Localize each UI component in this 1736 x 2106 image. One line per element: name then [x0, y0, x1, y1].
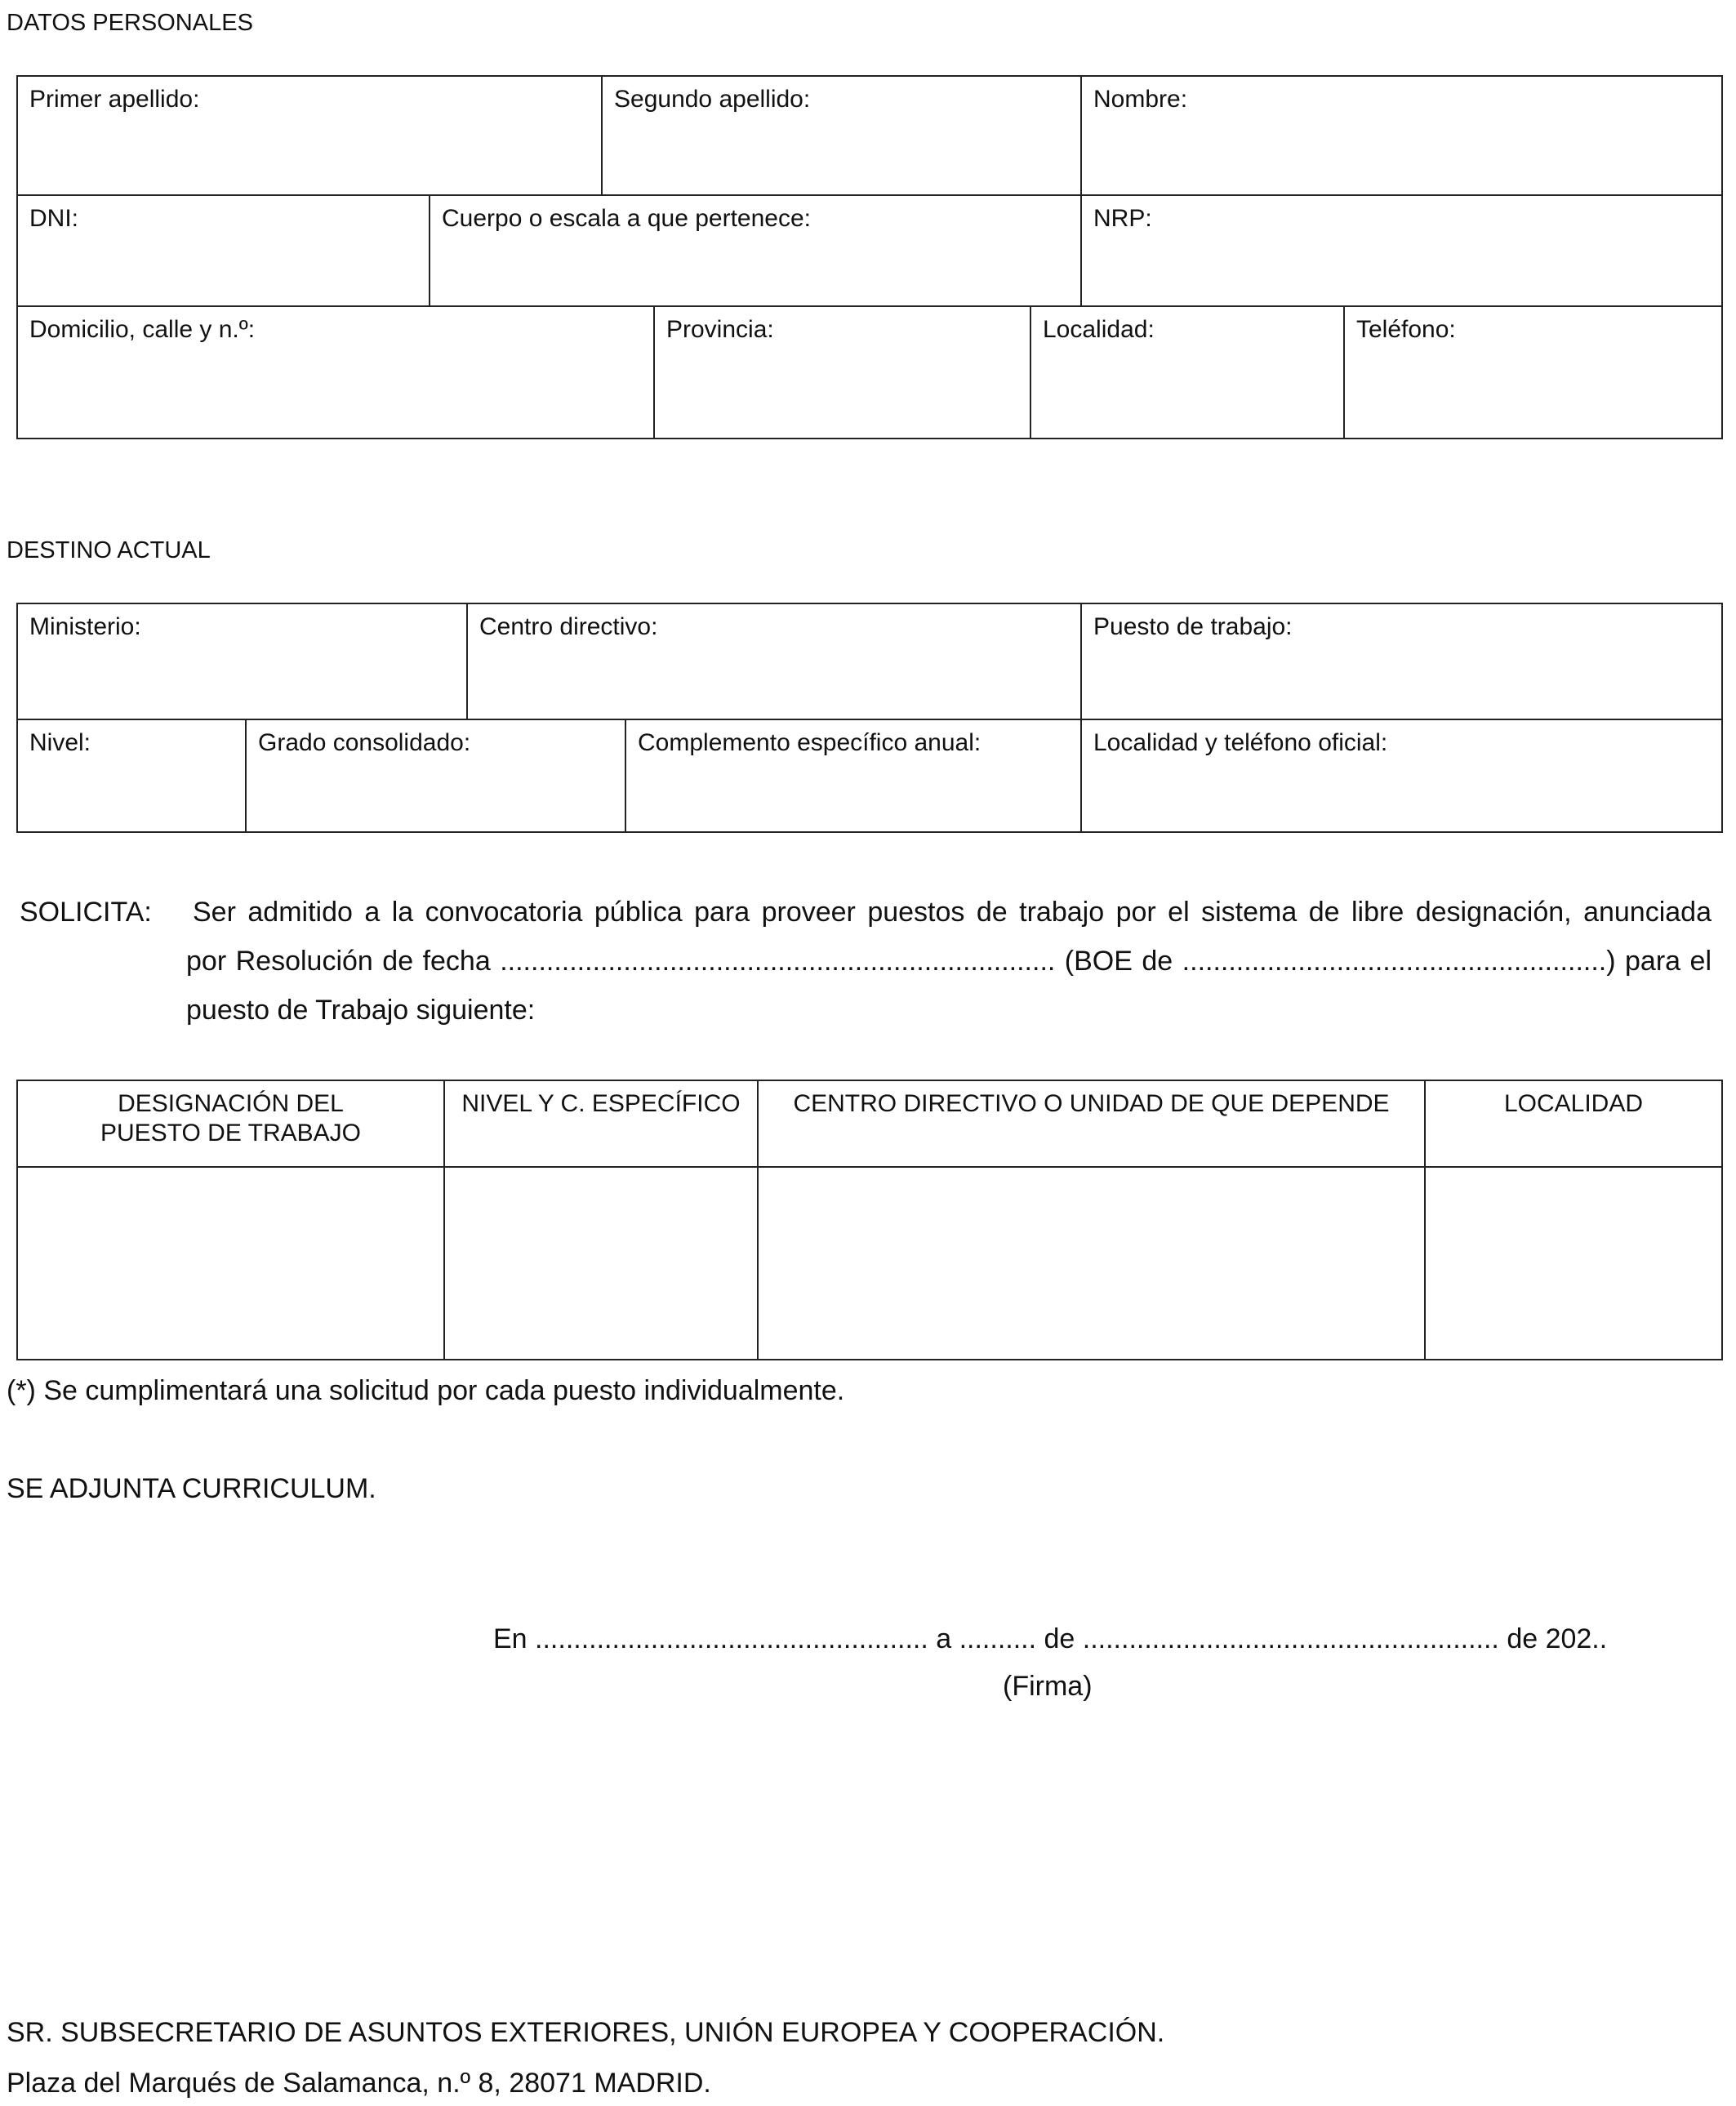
nivel-field[interactable] [16, 719, 247, 833]
primer-apellido-field[interactable] [16, 75, 603, 196]
cuerpo-escala-label: Cuerpo o escala a que pertenece: [442, 205, 811, 232]
designacion-input-cell[interactable] [16, 1166, 445, 1360]
datos-personales-title: DATOS PERSONALES [7, 10, 253, 36]
nombre-label: Nombre: [1093, 86, 1188, 113]
provincia-field[interactable] [653, 305, 1031, 439]
domicilio-label: Domicilio, calle y n.º: [29, 316, 256, 343]
header-nivel-especifico: NIVEL Y C. ESPECÍFICO [443, 1080, 759, 1168]
grado-consolidado-field[interactable] [245, 719, 626, 833]
dni-field[interactable] [16, 194, 430, 307]
telefono-field[interactable] [1343, 305, 1723, 439]
centro-directivo-field[interactable] [466, 603, 1082, 720]
cuerpo-escala-field[interactable] [429, 194, 1082, 307]
localidad-telefono-oficial-label: Localidad y teléfono oficial: [1093, 729, 1388, 756]
destino-actual-title: DESTINO ACTUAL [7, 537, 211, 563]
localidad-label: Localidad: [1043, 316, 1155, 343]
centro-directivo-label: Centro directivo: [479, 613, 658, 640]
header-localidad: LOCALIDAD [1424, 1080, 1723, 1168]
grado-consolidado-label: Grado consolidado: [258, 729, 471, 756]
place-date-line: En ................................................... a .......... de ...................................................... de 202.. [493, 1623, 1608, 1654]
header-designacion: DESIGNACIÓN DEL PUESTO DE TRABAJO [16, 1080, 445, 1168]
addressee-line-1: SR. SUBSECRETARIO DE ASUNTOS EXTERIORES, UNIÓN EUROPEA Y COOPERACIÓN. [7, 2017, 1165, 2048]
solicita-label: SOLICITA: [20, 897, 152, 928]
puesto-trabajo-label: Puesto de trabajo: [1093, 613, 1293, 640]
primer-apellido-label: Primer apellido: [29, 86, 200, 113]
ministerio-field[interactable] [16, 603, 468, 720]
nivel-especifico-input-cell[interactable] [443, 1166, 759, 1360]
header-centro-directivo: CENTRO DIRECTIVO O UNIDAD DE QUE DEPENDE [757, 1080, 1426, 1168]
segundo-apellido-label: Segundo apellido: [614, 86, 811, 113]
nombre-field[interactable] [1080, 75, 1723, 196]
localidad-telefono-oficial-field[interactable] [1080, 719, 1723, 833]
localidad-field[interactable] [1030, 305, 1345, 439]
ministerio-label: Ministerio: [29, 613, 141, 640]
dni-label: DNI: [29, 205, 78, 232]
nivel-label: Nivel: [29, 729, 91, 756]
complemento-especifico-field[interactable] [625, 719, 1082, 833]
complemento-especifico-label: Complemento específico anual: [638, 729, 982, 756]
solicita-line-2: por Resolución de fecha ........................................................................ (BOE de .......................................................) para el [186, 946, 1712, 977]
adjunta-curriculum-text: SE ADJUNTA CURRICULUM. [7, 1473, 376, 1504]
solicita-line-1: Ser admitido a la convocatoria pública para proveer puestos de trabajo por el sistema de libre designación, anunciada [193, 897, 1712, 928]
nrp-label: NRP: [1093, 205, 1152, 232]
addressee-line-2: Plaza del Marqués de Salamanca, n.º 8, 28071 MADRID. [7, 2068, 711, 2099]
puesto-trabajo-field[interactable] [1080, 603, 1723, 720]
note-text: (*) Se cumplimentará una solicitud por cada puesto individualmente. [7, 1375, 845, 1406]
segundo-apellido-field[interactable] [601, 75, 1082, 196]
centro-directivo-input-cell[interactable] [757, 1166, 1426, 1360]
domicilio-field[interactable] [16, 305, 655, 439]
localidad-input-cell[interactable] [1424, 1166, 1723, 1360]
provincia-label: Provincia: [666, 316, 774, 343]
nrp-field[interactable] [1080, 194, 1723, 307]
firma-label: (Firma) [1003, 1671, 1093, 1702]
solicita-line-3: puesto de Trabajo siguiente: [186, 995, 536, 1026]
telefono-label: Teléfono: [1356, 316, 1456, 343]
